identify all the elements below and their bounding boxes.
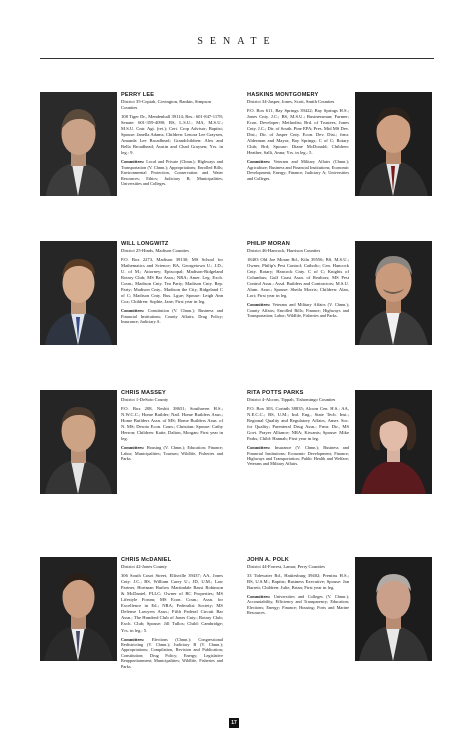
senator-district: District 44-Forrest, Lamar, Perry Counties <box>247 563 325 569</box>
senator-entry <box>121 92 223 186</box>
senator-entry <box>247 241 349 319</box>
senator-bio: 18403 Old Joe Moran Rd., Kiln 39556; BS, M.S.U.; Owner, Philip's Pest Control; Catholic; Cen. Hancock Cnty. Rotary; Hancock Cnty. C of C; Knights of Columbus; Gulf Coast Assn. of Realtors; MS Pest Control Assn.; Assd. Builders and Contractors; M.S.U. Alum. Assn.; Spouse: Sheila Morris; Children: Alan, Lori; First year in leg. <box>247 256 349 299</box>
committees-label: Committees: <box>247 159 271 165</box>
senator-committees <box>247 159 349 181</box>
portrait-haskins-montgomery <box>355 92 432 196</box>
senator-district: District 35-Copiah, Covington, Rankin, Simpson Counties <box>121 98 211 110</box>
senator-name: WILL LONGWITZ <box>121 241 169 247</box>
senator-bio: 108 Tiger Dr., Mendenhall 39114; Res.: 601-847-1178; Senate: 601-359-4090; BS, L.S.U.; MA, M.S.U.; M.S.U. Cntr. Agt. (ret.); Cert. Crop Advisor; Baptist; Spouse: Janella Adams; Children: Lenora Lee Graysen, Amanda Lee Broadhead; Grandchildren: Alex and Bella Broadhead; Austin and Chad Graysen; Yrs. in leg.: 9. <box>121 113 223 156</box>
senator-district: District 46-Hancock, Harrison Counties <box>247 247 321 253</box>
committees-list: Housing (V. Chmn.); Education; Finance; Labor; Municipalities; Tourism; Wildlife, Fisheries and Parks. <box>121 445 223 462</box>
senator-district: District 1-DeSoto County <box>121 396 169 402</box>
portrait-will-longwitz <box>40 241 117 345</box>
portrait-photo-icon <box>40 390 117 494</box>
senator-entry <box>247 92 349 181</box>
committees-label: Committees: <box>247 593 271 599</box>
committees-list: Constitution (V. Chmn.); Business and Financial Institutions; County Affairs; Drug Policy; Insurance; Judiciary A. <box>121 308 223 325</box>
senator-district: District 42-Jones County <box>121 563 167 569</box>
senator-bio: P.O. Box 208, Nesbit 38651; Southaven H.S.; N.W.C.C.; Home Builder; Natl. Home Builders Assn.; Home Builders Assn. of MS; Home Builders Assn. of N. MS; Desoto Econ. Coun.; Christian; Spouse: Cathy Herron; Children: Katie, Dalton, Morgan; First year in leg. <box>121 405 223 442</box>
senator-name: PERRY LEE <box>121 92 155 98</box>
senator-committees <box>247 302 349 318</box>
senator-district: District 34-Jasper, Jones, Scott, Smith Counties <box>247 98 335 104</box>
senator-bio: 306 South Court Street, Ellisville 39437; AA, Jones Cnty. J.C.; BS, William Carey U.; JD, U.M.; Law Partner, Hortman Harlow Martindale Bassi Robinson & McDaniel, PLLC; Owner of BC Properties; MS Lifestyle Forum; MS Econ. Coun.; Assn. for Excellence in Ed.; NRA; Federalist Society; MS Defense Lawyers Assn.; Fifth Federal Circuit Bar Assn.; The Hundred Club of Jones Cnty.; Rotary Club; Exch. Club; Spouse: Jill Tullos; Child: Cambridge; Yrs. in leg.: 5. <box>121 572 223 633</box>
senator-committees <box>121 308 223 324</box>
senator-name: JOHN A. POLK <box>247 557 289 563</box>
committees-label: Committees: <box>247 445 271 451</box>
committees-list: Elections (Chmn.); Congressional Redistricting (V. Chmn.); Judiciary B (V. Chmn.); Appropriations; Compilation, Revision and Publication; Constitution; Drug Policy; Energy; Legislative Reapportionment; Municipalities; Wildlife, Fisheries and Parks. <box>121 636 223 669</box>
senator-entry <box>121 390 223 461</box>
committees-label: Committees: <box>121 159 145 165</box>
header-rule <box>40 58 434 59</box>
portrait-philip-moran <box>355 241 432 345</box>
committees-list: Insurance (V. Chmn.); Business and Financial Institutions; Economic Development; Finance; Highways and Transportation; Public Health and Welfare; Veterans and Military Affairs. <box>247 445 349 467</box>
portrait-photo-icon <box>355 390 432 494</box>
committees-label: Committees: <box>121 308 145 314</box>
portrait-perry-lee <box>40 92 117 196</box>
senator-committees <box>247 445 349 467</box>
senator-name: CHRIS McDANIEL <box>121 557 172 563</box>
senator-district: District 4-Alcorn, Tippah, Tishomingo Counties <box>247 396 336 402</box>
portrait-rita-potts-parks <box>355 390 432 494</box>
senator-name: PHILIP MORAN <box>247 241 291 247</box>
committees-list: Local and Private (Chmn.); Highways and Transportation (V. Chmn.); Appropriations; Enrolled Bills; Environmental Protection, Conservation and Water Resources; Ethics; Judiciary B; Municipalities; Universities and Colleges. <box>121 159 224 187</box>
senator-name: CHRIS MASSEY <box>121 390 166 396</box>
portrait-photo-icon <box>40 92 117 196</box>
senator-entry <box>121 557 223 669</box>
portrait-photo-icon <box>355 557 432 661</box>
senator-entry <box>247 390 349 467</box>
page-number: 17 <box>229 718 239 728</box>
senator-committees <box>121 159 223 186</box>
senator-district: District 25-Hinds, Madison Counties <box>121 247 189 253</box>
portrait-chris-massey <box>40 390 117 494</box>
portrait-photo-icon <box>40 241 117 345</box>
senator-entry <box>121 241 223 325</box>
senator-bio: P.O. Box 303, Corinth 38835; Alcorn Cen. H.S.; AA, N.E.C.C.; BS, U.M.; Ind. Eng., State Tech. Inst.; Regional Quality and Regulatory Affairs, Amer. Soc. for Quality; Parenteral Drug Assn.; Frmr. Dir., MS Govt. Prayer Alliance; NRA; Kiwanis; Spouse: Mike Parks; Child: Hannah; First year in leg. <box>247 405 349 442</box>
committees-list: Veterans and Military Affairs (Chmn.); Agriculture; Business and Financial Institutions; Economic Development; Energy; Finance; Judiciary A; Universities and Colleges. <box>247 159 349 181</box>
senator-bio: 33 Tidewater Rd., Hattiesburg 39402; Prentiss H.S.; BS, U.S.M.; Baptist; Business Executive; Spouse: Jan Barrett; Children: Julie, Brian; First year in leg. <box>247 572 349 590</box>
committees-label: Committees: <box>121 636 145 642</box>
senator-bio: P.O. Box 2273, Madison 39130; MS School for Mathematics and Science; BA, Georgetown U.; J.D., U. of M.; Attorney; Episcopal; Madison-Ridgeland Rotary Club; MS Bar Assn.; NRA; Amer. Leg. Exch. Coun.; Madison Cnty. Tea Party; Madison Cnty. Rep. Party; Madison Cnty., Madison the City, Ridgeland C of C; Madison Cnty. Bus. Lgue; Spouse: Leigh Ann Cox; Children: Sophie, Jane; First year in leg. <box>121 256 223 305</box>
senator-committees <box>121 445 223 461</box>
portrait-john-a-polk <box>355 557 432 661</box>
senator-name: RITA POTTS PARKS <box>247 390 304 396</box>
page-header: SENATE <box>197 36 277 47</box>
senator-name: HASKINS MONTGOMERY <box>247 92 319 98</box>
senator-entry <box>247 557 349 616</box>
portrait-chris-mcdaniel <box>40 557 117 661</box>
portrait-photo-icon <box>355 241 432 345</box>
committees-label: Committees: <box>247 302 271 308</box>
portrait-photo-icon <box>40 557 117 661</box>
committees-list: Veterans and Military Affairs (V. Chmn.); County Affairs; Enrolled Bills; Finance; Highways and Transportation; Labor; Wildlife, Fisheries and Parks. <box>247 302 349 319</box>
committees-label: Committees: <box>121 445 145 451</box>
senator-bio: P.O. Box 611, Bay Springs 39422; Bay Springs H.S.; Jones Cnty. J.C.; BS, M.S.U.; Businessman; Farmer; Econ. Developer; Methodist; Brd. of Trustees, Jones Cnty. J.C.; Dir. of South. Pine EPA; Pres. Mid MS Dev. Dist.; Dir. of Jasper Cnty. Econ. Dev. Dist.; frmr. Alderman and Mayor, Bay Springs; C of C; Rotary Club; Brd; Spouse: Diane McDonald; Children: Heather, Salli, Anna; Yrs. in leg.: 5. <box>247 107 349 156</box>
senator-committees <box>247 594 349 616</box>
portrait-photo-icon <box>355 92 432 196</box>
committees-list: Universities and Colleges (V. Chmn.); Accountability, Efficiency and Transparency; Education; Elections; Energy; Finance; Housing; Ports and Marine Resources. <box>247 593 349 616</box>
senator-committees <box>121 637 223 669</box>
